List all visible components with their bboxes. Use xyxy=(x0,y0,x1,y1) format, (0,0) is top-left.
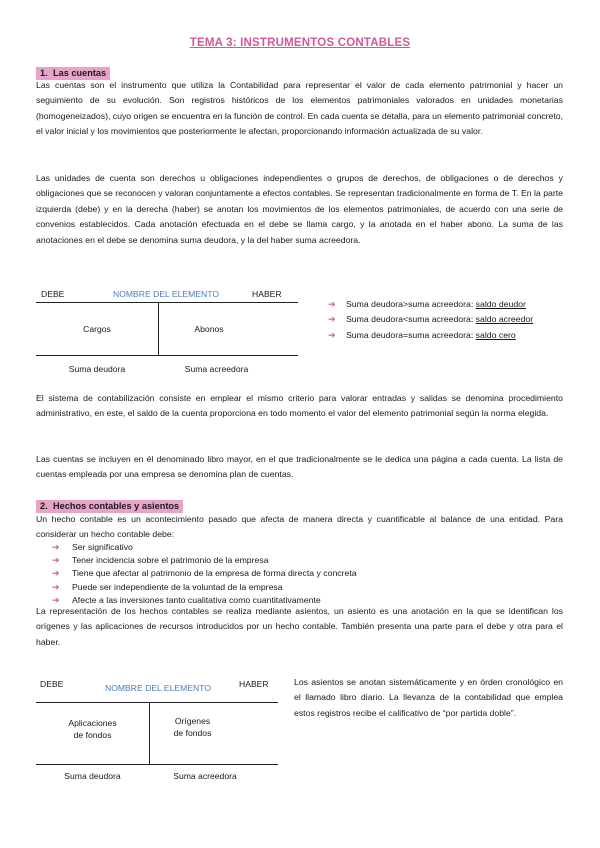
arrow-right-icon: ➔ xyxy=(328,314,336,325)
list-item: ➔ Suma deudora<suma acreedora: saldo acreedor xyxy=(328,312,533,327)
paragraph-unidades-cuenta: Las unidades de cuenta son derechos u obligaciones independientes o grupos de derechos, de obligaciones o de derechos y obligaciones que se reconocen y valoran conjuntamente a efectos contables. Se representan tradicionalmente en forma de T. En la parte izquierda (debe) y en la derecha (haber) se anotan los movimientos de los elementos patrimoniales, de acuerdo con una serie de convenios establecidos. Cada anotación efectuada en el debe se llama cargo, y la anotada en el haber abono. La suma de las anotaciones en el debe se denomina suma deudora, y la del haber suma acreedora. xyxy=(36,173,563,245)
list-item: ➔ Tiene que afectar al patrimonio de la empresa de forma directa y concreta xyxy=(52,567,357,580)
arrow-right-icon: ➔ xyxy=(52,555,60,566)
balance-rules-list xyxy=(328,297,533,343)
section-heading-text: Hechos contables y asientos xyxy=(53,501,180,511)
t-total-line xyxy=(36,355,298,356)
arrow-right-icon: ➔ xyxy=(52,542,60,552)
t-horizontal-line xyxy=(36,302,298,303)
debe-label: DEBE xyxy=(41,289,65,299)
list-item: ➔ Tener incidencia sobre el patrimonio de la empresa xyxy=(52,554,357,567)
paragraph-libro-mayor: Las cuentas se incluyen en él denominado libro mayor, en el que tradicionalmente se le dedica una página a cada cuenta. La lista de cuentas empleada por una empresa se denomina plan de cuentas. xyxy=(36,454,563,480)
t-account-diagram xyxy=(36,289,301,379)
paragraph-cuentas-intro: Las cuentas son el instrumento que utiliza la Contabilidad para representar el valor de cada elemento patrimonial y hacer un seguimiento de su evolución. Son registros históricos de los elementos patrimoniales valorados en unidades monetarias (homogeneizados), cuyo origen se encuentra en la función de control. En cada cuenta se detalla, para un elemento patrimonial concreto, el valor inicial y los movimientos que posteriormente le afectan, proporcionando información actualizada de su valor. xyxy=(36,80,563,137)
section-heading-text: Las cuentas xyxy=(53,68,107,78)
haber-label: HABER xyxy=(252,289,282,299)
t-horizontal-line xyxy=(36,702,278,703)
suma-acreedora-label: Suma acreedora xyxy=(184,364,249,374)
list-item: ➔ Puede ser independiente de la voluntad de la empresa xyxy=(52,581,357,594)
arrow-right-icon: ➔ xyxy=(52,568,60,579)
section-number: 2. xyxy=(40,501,48,511)
suma-acreedora-label: Suma acreedora xyxy=(173,771,237,781)
element-name-label: NOMBRE DEL ELEMENTO xyxy=(113,289,220,299)
suma-deudora-label: Suma deudora xyxy=(68,364,126,374)
paragraph-asientos: La representación de los hechos contables se realiza mediante asientos, un asiento es una anotación en la que se identifican los orígenes y las aplicaciones de recursos introducidos por un hecho contable. También presenta una parte para el debe y otra para el haber. xyxy=(36,606,563,647)
aplicaciones-label: Aplicaciones de fondos xyxy=(68,718,117,740)
arrow-right-icon: ➔ xyxy=(328,299,336,309)
section-number: 1. xyxy=(40,68,48,78)
arrow-right-icon: ➔ xyxy=(52,581,60,592)
paragraph-hecho-contable: Un hecho contable es un acontecimiento pasado que afecta de manera directa y cuantificable al balance de una entidad. Para considerar un hecho contable debe: xyxy=(36,514,563,540)
t-account-diagram-2 xyxy=(36,679,281,789)
abonos-label: Abonos xyxy=(194,324,224,334)
t-total-line xyxy=(36,764,278,765)
list-item: ➔ Suma deudora>suma acreedora: saldo deudor xyxy=(328,297,533,312)
list-item: ➔ Suma deudora=suma acreedora: saldo cero xyxy=(328,328,533,343)
list-item: ➔ Afecte a las inversiones tanto cualitativa como cuantitativamente xyxy=(52,594,357,607)
arrow-right-icon: ➔ xyxy=(328,329,336,340)
origenes-label: Orígenes de fondos xyxy=(173,716,212,738)
cargos-label: Cargos xyxy=(83,324,111,334)
paragraph-sistema-contabilizacion: El sistema de contabilización consiste en emplear el mismo criterio para valorar entradas y salidas se denomina procedimiento administrativo, en este, el saldo de la cuenta proporciona en todo momento el valor del elemento patrimonial según la norma elegida. xyxy=(36,393,563,419)
list-item: ➔ Ser significativo xyxy=(52,541,357,554)
arrow-right-icon: ➔ xyxy=(52,594,60,605)
debe-label: DEBE xyxy=(40,679,64,689)
page-title: TEMA 3: INSTRUMENTOS CONTABLES xyxy=(189,37,411,49)
suma-deudora-label: Suma deudora xyxy=(64,771,121,781)
haber-label: HABER xyxy=(239,679,269,689)
element-name-label: NOMBRE DEL ELEMENTO xyxy=(105,683,212,693)
paragraph-libro-diario: Los asientos se anotan sistemáticamente y en órden cronológico en el llamado libro diario. La llevanza de la contabilidad que emplea estos registros recibe el calificativo de “por partida doble”. xyxy=(294,677,563,718)
requisitos-list xyxy=(52,541,357,607)
